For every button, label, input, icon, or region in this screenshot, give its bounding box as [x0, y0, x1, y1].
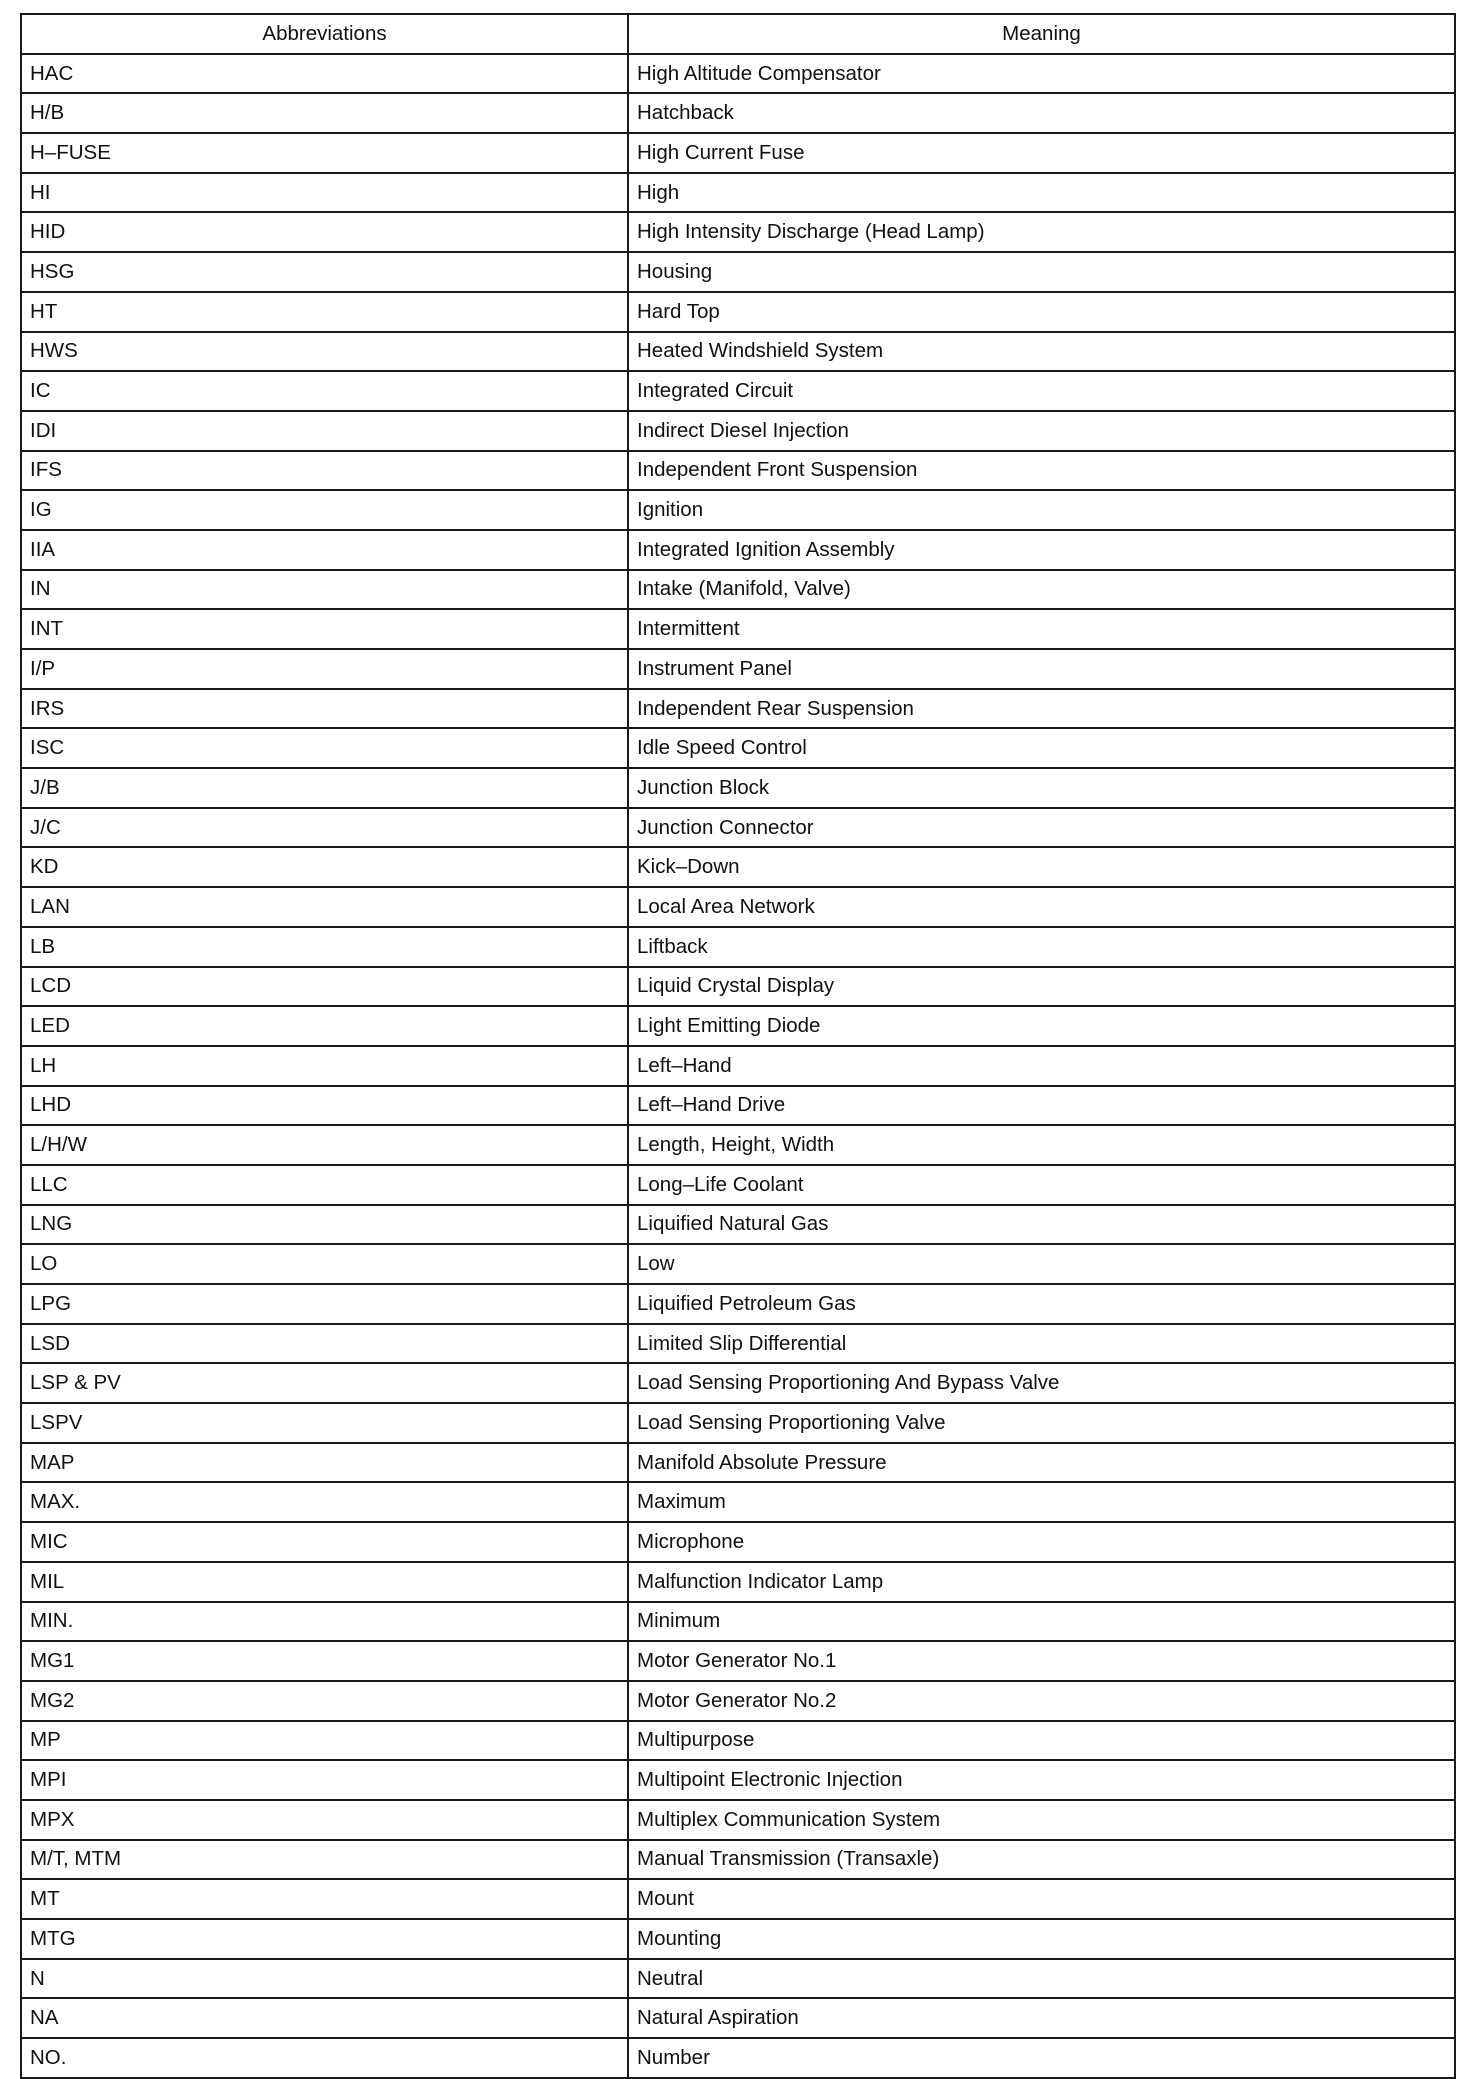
abbreviation-cell: NA [21, 1998, 628, 2038]
table-body [21, 54, 1455, 2078]
table-row [21, 490, 1455, 530]
abbreviation-cell: H–FUSE [21, 133, 628, 173]
abbreviation-cell: IDI [21, 411, 628, 451]
table-row [21, 768, 1455, 808]
meaning-cell: High Intensity Discharge (Head Lamp) [628, 212, 1455, 252]
table-row [21, 451, 1455, 491]
meaning-cell: Liquified Petroleum Gas [628, 1284, 1455, 1324]
meaning-cell: Ignition [628, 490, 1455, 530]
table-row [21, 1879, 1455, 1919]
abbreviation-cell: N [21, 1959, 628, 1999]
table-row [21, 1125, 1455, 1165]
abbreviation-cell: J/B [21, 768, 628, 808]
table-row [21, 808, 1455, 848]
meaning-cell: Left–Hand [628, 1046, 1455, 1086]
abbreviation-cell: IFS [21, 451, 628, 491]
table-row [21, 728, 1455, 768]
abbreviation-cell: HI [21, 173, 628, 213]
meaning-cell: Liquified Natural Gas [628, 1205, 1455, 1245]
meaning-cell: Left–Hand Drive [628, 1086, 1455, 1126]
table-row [21, 1998, 1455, 2038]
table-row [21, 1641, 1455, 1681]
table-row [21, 847, 1455, 887]
abbreviation-cell: I/P [21, 649, 628, 689]
meaning-cell: Maximum [628, 1482, 1455, 1522]
table-row [21, 1046, 1455, 1086]
table-row [21, 1086, 1455, 1126]
table-row [21, 1721, 1455, 1761]
abbreviation-cell: HID [21, 212, 628, 252]
meaning-cell: Limited Slip Differential [628, 1324, 1455, 1364]
table-row [21, 1482, 1455, 1522]
meaning-cell: Hatchback [628, 93, 1455, 133]
meaning-cell: Kick–Down [628, 847, 1455, 887]
meaning-cell: Integrated Ignition Assembly [628, 530, 1455, 570]
abbreviation-cell: ISC [21, 728, 628, 768]
table-row [21, 1840, 1455, 1880]
abbreviation-cell: HWS [21, 332, 628, 372]
abbreviation-cell: LH [21, 1046, 628, 1086]
meaning-cell: Light Emitting Diode [628, 1006, 1455, 1046]
meaning-cell: Independent Front Suspension [628, 451, 1455, 491]
meaning-cell: Malfunction Indicator Lamp [628, 1562, 1455, 1602]
abbreviation-cell: MTG [21, 1919, 628, 1959]
abbreviation-cell: MPI [21, 1760, 628, 1800]
meaning-cell: Manual Transmission (Transaxle) [628, 1840, 1455, 1880]
table-row [21, 1006, 1455, 1046]
table-row [21, 1959, 1455, 1999]
abbreviation-cell: H/B [21, 93, 628, 133]
abbreviation-cell: MG1 [21, 1641, 628, 1681]
meaning-cell: Housing [628, 252, 1455, 292]
table-row [21, 609, 1455, 649]
abbreviation-cell: LED [21, 1006, 628, 1046]
meaning-cell: Intermittent [628, 609, 1455, 649]
table-row [21, 371, 1455, 411]
meaning-cell: Length, Height, Width [628, 1125, 1455, 1165]
abbreviation-cell: HAC [21, 54, 628, 94]
meaning-cell: Multipurpose [628, 1721, 1455, 1761]
abbreviation-cell: MIL [21, 1562, 628, 1602]
meaning-cell: Junction Block [628, 768, 1455, 808]
meaning-cell: Multiplex Communication System [628, 1800, 1455, 1840]
table-row [21, 1562, 1455, 1602]
abbreviation-cell: KD [21, 847, 628, 887]
abbreviation-cell: L/H/W [21, 1125, 628, 1165]
meaning-cell: Multipoint Electronic Injection [628, 1760, 1455, 1800]
table-row [21, 689, 1455, 729]
table-row [21, 2038, 1455, 2078]
meaning-cell: High Altitude Compensator [628, 54, 1455, 94]
table-row [21, 1443, 1455, 1483]
meaning-cell: Intake (Manifold, Valve) [628, 570, 1455, 610]
table-row [21, 1919, 1455, 1959]
abbreviation-cell: MP [21, 1721, 628, 1761]
meaning-cell: Independent Rear Suspension [628, 689, 1455, 729]
table-row [21, 252, 1455, 292]
abbreviation-cell: J/C [21, 808, 628, 848]
meaning-cell: Liftback [628, 927, 1455, 967]
abbreviation-cell: INT [21, 609, 628, 649]
meaning-cell: Liquid Crystal Display [628, 967, 1455, 1007]
abbreviation-cell: LHD [21, 1086, 628, 1126]
meaning-cell: Natural Aspiration [628, 1998, 1455, 2038]
meaning-cell: Microphone [628, 1522, 1455, 1562]
table-row [21, 1800, 1455, 1840]
table-row [21, 1363, 1455, 1403]
meaning-cell: Manifold Absolute Pressure [628, 1443, 1455, 1483]
abbreviation-cell: MG2 [21, 1681, 628, 1721]
meaning-cell: Indirect Diesel Injection [628, 411, 1455, 451]
abbreviation-cell: LPG [21, 1284, 628, 1324]
table-row [21, 1165, 1455, 1205]
table-row [21, 93, 1455, 133]
meaning-cell: Mount [628, 1879, 1455, 1919]
abbreviation-cell: LLC [21, 1165, 628, 1205]
table-row [21, 1760, 1455, 1800]
table-row [21, 1205, 1455, 1245]
header-abbreviations: Abbreviations [21, 14, 628, 54]
table-row [21, 570, 1455, 610]
abbreviation-cell: IN [21, 570, 628, 610]
table-row [21, 133, 1455, 173]
table-row [21, 887, 1455, 927]
meaning-cell: Long–Life Coolant [628, 1165, 1455, 1205]
meaning-cell: Integrated Circuit [628, 371, 1455, 411]
table-row [21, 54, 1455, 94]
abbreviation-cell: LCD [21, 967, 628, 1007]
abbreviation-cell: MAX. [21, 1482, 628, 1522]
meaning-cell: Motor Generator No.1 [628, 1641, 1455, 1681]
abbreviation-cell: LNG [21, 1205, 628, 1245]
abbreviations-table [20, 13, 1456, 2079]
abbreviation-cell: MT [21, 1879, 628, 1919]
table-row [21, 1244, 1455, 1284]
meaning-cell: High Current Fuse [628, 133, 1455, 173]
meaning-cell: Junction Connector [628, 808, 1455, 848]
meaning-cell: Number [628, 2038, 1455, 2078]
abbreviation-cell: LSP & PV [21, 1363, 628, 1403]
abbreviation-cell: IC [21, 371, 628, 411]
meaning-cell: Load Sensing Proportioning Valve [628, 1403, 1455, 1443]
abbreviation-cell: MPX [21, 1800, 628, 1840]
abbreviation-cell: LB [21, 927, 628, 967]
meaning-cell: Mounting [628, 1919, 1455, 1959]
meaning-cell: Instrument Panel [628, 649, 1455, 689]
abbreviation-cell: IRS [21, 689, 628, 729]
meaning-cell: Local Area Network [628, 887, 1455, 927]
abbreviation-cell: IIA [21, 530, 628, 570]
abbreviation-cell: M/T, MTM [21, 1840, 628, 1880]
abbreviation-cell: MAP [21, 1443, 628, 1483]
table-row [21, 1324, 1455, 1364]
table-row [21, 927, 1455, 967]
meaning-cell: High [628, 173, 1455, 213]
meaning-cell: Load Sensing Proportioning And Bypass Valve [628, 1363, 1455, 1403]
header-row [21, 14, 1455, 54]
meaning-cell: Motor Generator No.2 [628, 1681, 1455, 1721]
table-row [21, 411, 1455, 451]
table-row [21, 332, 1455, 372]
table-row [21, 212, 1455, 252]
meaning-cell: Low [628, 1244, 1455, 1284]
abbreviation-cell: LO [21, 1244, 628, 1284]
abbreviation-cell: LAN [21, 887, 628, 927]
table-row [21, 173, 1455, 213]
meaning-cell: Hard Top [628, 292, 1455, 332]
table-row [21, 1284, 1455, 1324]
abbreviation-cell: NO. [21, 2038, 628, 2078]
table-header [21, 14, 1455, 54]
abbreviation-cell: LSPV [21, 1403, 628, 1443]
table-row [21, 1602, 1455, 1642]
table-row [21, 967, 1455, 1007]
table-row [21, 530, 1455, 570]
meaning-cell: Heated Windshield System [628, 332, 1455, 372]
table-row [21, 292, 1455, 332]
abbreviation-cell: HT [21, 292, 628, 332]
table-row [21, 1403, 1455, 1443]
abbreviation-cell: IG [21, 490, 628, 530]
meaning-cell: Neutral [628, 1959, 1455, 1999]
abbreviation-cell: MIC [21, 1522, 628, 1562]
header-meaning: Meaning [628, 14, 1455, 54]
abbreviation-cell: HSG [21, 252, 628, 292]
table-row [21, 1681, 1455, 1721]
meaning-cell: Minimum [628, 1602, 1455, 1642]
abbreviation-cell: MIN. [21, 1602, 628, 1642]
table-row [21, 1522, 1455, 1562]
abbreviation-cell: LSD [21, 1324, 628, 1364]
table-row [21, 649, 1455, 689]
meaning-cell: Idle Speed Control [628, 728, 1455, 768]
